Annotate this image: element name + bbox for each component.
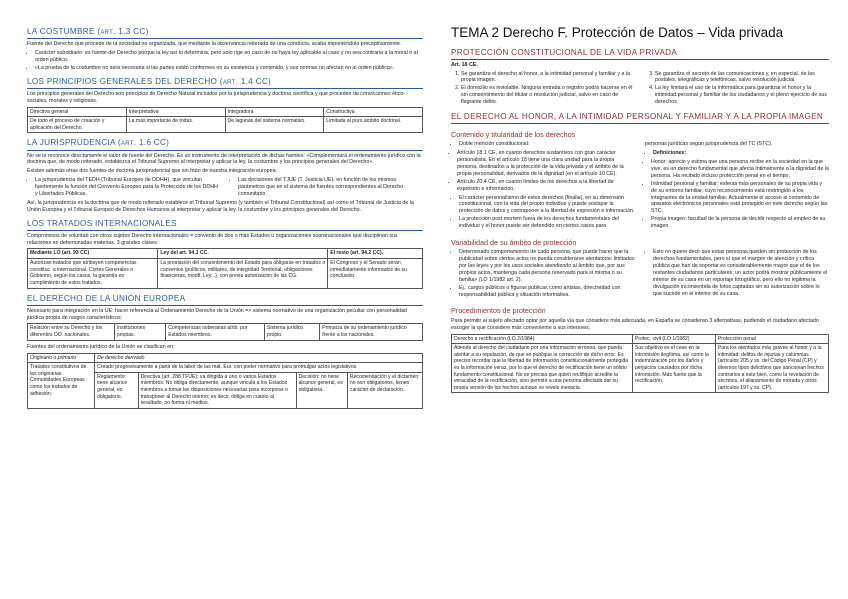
list-item: • La protección post mortem fuera de los derechos fundamentales del individuo y el honor puede ser defendido en ciertos casos para <box>459 216 635 230</box>
contenido-continuation: personas jurídicas según jurisprudencia del TC (STC). <box>645 141 773 148</box>
procedimientos-intro: Para permitir al sujeto afectado optar por aquella vía que considere más adecuada, en España se consideran 3 alternativas, pudiendo el ciudadano afectado escoger la que considere más conveniente a sus intereses. <box>451 317 819 331</box>
art-18-items <box>451 71 829 107</box>
variabilidad-col-left <box>451 249 635 300</box>
table-header: De derecho derivado <box>95 353 423 363</box>
contenido-col-right <box>645 141 829 232</box>
costumbre-heading: LA COSTUMBRE (art. 1.3 CC) <box>27 27 423 39</box>
table-cell: Primacía de su ordenamiento jurídico frente a los nacionales. <box>320 324 423 340</box>
procedimientos-subheading: Procedimientos de protección <box>451 306 546 316</box>
table-cell: Creado progresivamente a partir de la labor de las mat. Eur. con poder normativo para promulgar actos legislativos. <box>95 363 423 373</box>
table-header: Integradora <box>225 107 324 117</box>
jurisprudencia-intro2: Existen además otras dos fuentes de doctrina jurisprudencial que sin fruto de nuestra integración europea: <box>27 168 277 175</box>
list-item: • La jurisprudencia del TEDH (Tribunal Europeo de DDHH), que vinculan fuertemente la función del Convenio Europeo para la Protección de los DDHH y Libertades Públicas. <box>35 177 220 198</box>
contenido-subheading: Contenido y titularidad de los derechos <box>451 130 576 140</box>
table-cell: Tratados constitutivos de las originarias Comunidades Europeas como los tratados de adhesión. <box>28 363 95 409</box>
art-18-col-2 <box>645 71 829 107</box>
list-item: 4. La ley limitará el uso de la informática para garantizar el honor y la intimidad personal y familiar de los ciudadanos y el pleno ejercicio de sus derechos. <box>655 85 829 106</box>
jurisprudencia-heading: LA JURISPRUDENCIA (art. 1.6 CC) <box>27 138 423 150</box>
list-item: • Ej.: cargos públicos o figuras públicas como artistas, directividad con responsabilidad pública y situación informativa. <box>459 285 635 299</box>
table-header: Interpretativa <box>126 107 225 117</box>
costumbre-intro: Fuente del Derecho que procede de la sociedad no organizada, que mediante la observancia reiterada de una conducta, acaba imponiéndola preceptivamente. <box>27 41 402 48</box>
contenido-columns <box>451 141 829 232</box>
ue-fuentes-intro: Fuentes del ordenamiento jurídico de la Unión se clasifican en: <box>27 343 175 350</box>
list-item: • Artículo 20.4 CE, en cuanto límites de los derechos a la libertad de expresión e información. <box>457 179 635 193</box>
table-header: Directiva general <box>28 107 127 117</box>
ue-fuentes-table <box>27 353 423 409</box>
variabilidad-columns <box>451 249 829 300</box>
art-18-col-1 <box>451 71 635 107</box>
table-header: Protección penal <box>715 334 828 344</box>
jurisprudencia-intro: No se le reconoce directamente el valor de fuente del Derecho. Es un instrumento de interpretación de dichas fuentes: «Complementará el ordenamiento jurídico con la doctrina que, de modo reiterado, establezca el Tribunal Supremo al interpretar y aplicar la ley, la costumbre y los principios generales del Derecho». <box>27 152 421 166</box>
procedimientos-table <box>451 334 829 394</box>
list-item: • «La prueba de la costumbre no será necesaria si las partes están conformes en su existencia y contenido, y sus normas no afectan en al orden público». <box>35 65 423 72</box>
table-header: Ley del art. 94.1 CC. <box>158 249 328 259</box>
principios-intro: Los principios generales del Derecho son principios de Derecho Natural incluidos por la jurisprudencia y doctrina científica y que proceden de convicciones ético-sociales, morales y religiosas. <box>27 90 406 104</box>
ue-heading: EL DERECHO DE LA UNIÓN EUROPEA <box>27 294 423 306</box>
list-item: • Determinado comportamiento de cada persona, que puede hacer que la publicidad sobre ciertos actos no pueda considerarse atentatoria: limitados por las leyes y por los usos sociales atendiendo al ámbito que, por sus propios actos, mantenga cada persona reservado para sí misma o su familia» (LO 1/1982 art. 2). <box>459 249 635 283</box>
jurisprudencia-bullets <box>27 177 423 200</box>
constitucional-heading: PROTECCIÓN CONSTITUCIONAL DE LA VIDA PRIVADA <box>451 48 829 60</box>
list-item: • Doble mención constitucional: <box>459 141 635 148</box>
bullet-tedh <box>27 177 220 200</box>
list-item: • Carácter subsidiario: es fuente del Derecho porque la ley así lo determina, pero solo rige en caso de no haya ley aplicable al caso y no sea contraria a la moral o al orden público. <box>35 50 423 64</box>
table-cell: Para los atentados más graves al honor y a la intimidad: delitos de injurias y calumnias (artículos 205 y ss. del Código Penal (CP) y diversos tipos delictivos que sancionan hechos contrarios a este bien, como la revelación de secretos, el allanamiento de morada y otros (artículos 197 y ss. CP). <box>715 344 828 393</box>
list-item: 2. El domicilio es inviolable. Ninguna entrada o registro podrá hacerse en él sin consentimiento del titular o resolución judicial, salvo en caso de flagrante delito. <box>461 85 635 106</box>
table-row <box>28 324 423 340</box>
list-item: • El carácter personalísimo de estos derechos (finalia), en su dimensión constitucional, con la vida del propio individuo y puede soslayar la protección de datos y contraponer a la libertad de expresión e información. <box>459 195 635 216</box>
list-item: 3. Se garantiza el secreto de las comunicaciones y, en especial, de las postales, telegráficas y telefónicas, salvo resolución judicial. <box>655 71 829 85</box>
tratados-intro: Compromisos de voluntad con otros sujetos Derecho internacionales = convenio de dos o más Estados u organizaciones supranacionales que disciplinan sus relaciones en determinadas materias. 3 grandes clases: <box>27 232 398 246</box>
table-header: Protec. civil (LO 1/1982) <box>632 334 715 344</box>
table-cell: Competencias soberanas atrib. por Estados miembros. <box>166 324 265 340</box>
table-cell: De lagunas del sistema normativo. <box>225 117 324 133</box>
list-item: • Propia imagen: facultad de la persona de decidir respecto al empleo de su imagen. <box>651 216 829 230</box>
table-row <box>28 259 423 288</box>
list-item: • Honor: aprecio y estima que una persona recibe en la sociedad en la que vive, es un derecho fundamental que afecta íntimamente a la dignidad de la persona. Ha recibido incluso protección penal en el tiempo. <box>651 159 829 180</box>
table-cell: Instituciones propias. <box>114 324 165 340</box>
table-header: Mediante LO (art. 93 CC) <box>28 249 158 259</box>
table-cell: Sus objetivo es el cese en la intromisión ilegítima, así como la indemnización por los daños y perjuicios causados por dicha intromisión. Más fuerte que la rectificación. <box>632 344 715 393</box>
ue-intro: Necesario para integración en la UE: hacer referencia al Ordenamiento Derecho de la Unión => sistema normativo de una organización peculiar con personalidad jurídica propia de rasgos característicos: <box>27 307 407 321</box>
list-item: • Esto no quiere decir que estas personas queden sin protección de los derechos fundamentales, pero sí que el margen de atención y crítica pública que han de soportar es considerablemente mayor que el de los restantes ciudadanos particulares: un actor podrá mostrar públicamente el interior de su casa en un reportaje fotográfico, pero ello no legitima la divulgación inconsentida de fotos captadas sin su autorización sobre lo que sucede en el interior de su casa. <box>653 249 829 297</box>
left-column <box>27 22 423 412</box>
table-header: Derecho a rectificación (LO 2/1984) <box>452 334 633 344</box>
table-cell: Recomendación y el dictamen: no son obligatorios, tienen carácter de declaración. <box>347 372 422 408</box>
table-header: El resto (art. 94.2 CC). <box>328 249 423 259</box>
table-row <box>28 117 423 133</box>
table-cell: El Congreso y el Senado serán inmediatamente informados de su conclusión. <box>328 259 423 288</box>
tratados-table <box>27 248 423 288</box>
table-cell: Reglamento: tiene alcance general, es obligatorio. <box>95 372 138 408</box>
table-header: Constructiva <box>324 107 423 117</box>
list-item: • Las decisiones del TJUE (T. Justicia UE), en función de los mismos parámetros que en el sistema de fuentes correspondientes al Derecho comunitario. <box>238 177 423 198</box>
principios-heading: LOS PRINCIPIOS GENERALES DEL DERECHO (art. 1.4 CC) <box>27 77 423 89</box>
right-column <box>451 22 829 396</box>
list-item: • Definiciones: <box>653 150 829 157</box>
costumbre-list <box>27 50 423 72</box>
bullet-tjue <box>230 177 423 200</box>
table-row <box>452 344 829 393</box>
table-cell: Atiende al derecho del ciudadano por una información errónea, que pueda atentar a su reputación, de que se publique la corrección de dicho error. Es preciso recordar que la libertad de información constitucionalmente protegida es la información veraz, por lo que el derecho de rectificación tiene un sólido fundamento constitucional. No se precisa que quien rectifique acredite la veracidad de la rectificación, sino permitir a una persona afectada dar su propia versión de los hechos aunque se revele inexacta. <box>452 344 633 393</box>
table-cell: Sistema jurídico propio. <box>264 324 319 340</box>
list-item: • Artículo 18.1 CE, en cuanto derechos sustantivos con gran carácter personalista. En el artículo 18 tiene una clara unidad para la propia persona, destinados a la protección de la vida privada y el ámbito de la propia personalidad, derivados de la dignidad (en el artículo 10 CE). <box>457 150 635 178</box>
table-cell: La más importante de todas. <box>126 117 225 133</box>
contenido-col-left <box>451 141 635 232</box>
variabilidad-col-right <box>645 249 829 300</box>
table-cell: Limitada al puro ámbito doctrinal. <box>324 117 423 133</box>
honor-heading: EL DERECHO AL HONOR, A LA INTIMIDAD PERSONAL Y FAMILIAR Y A LA PROPIA IMAGEN <box>451 112 829 124</box>
page-title: TEMA 2 Derecho F. Protección de Datos – Vida privada <box>451 25 784 40</box>
list-item: 1. Se garantiza el derecho al honor, a la intimidad personal y familiar y a la propia imagen. <box>461 71 635 85</box>
table-cell: La prestación del consentimiento del Estado para obligarse en tratados o convenios (políticos, militares, de integridad Territorial, obligaciones financieras, modif. Ley...), con previa autorización de las CG. <box>158 259 328 288</box>
table-cell: Directiva (art. 288 TFUE): va dirigida a uno o varios Estados miembros. No obliga directamente, aunque vincula a los Estados miembros a tomar las disposiciones necesarias para incorporar o transponer al Derecho interno; es decir, obliga en cuanto al resultado, no forma ni medios. <box>138 372 296 408</box>
art-18-label: Art. 18 CE. <box>451 61 478 68</box>
table-cell: De todo el proceso de creación y aplicación del Derecho. <box>28 117 127 133</box>
tratados-heading: LOS TRATADOS INTERNACIONALES <box>27 219 423 231</box>
table-cell: Autorizan tratados que atribuyen competencias constituc. a internacional. Cortes Generales o Gobierno, según los casos, la garantía en cumplimiento de estos tratados. <box>28 259 158 288</box>
ue-features-table <box>27 323 423 340</box>
table-cell: Decisión: no tiene alcance general, es obligatoria. <box>296 372 347 408</box>
table-header: Originario o primario <box>28 353 95 363</box>
principios-table <box>27 107 423 134</box>
table-cell: Relación entre su Derecho y los diferentes OO. nacionales. <box>28 324 115 340</box>
variabilidad-subheading: Variabilidad de su ámbito de protección <box>451 237 577 247</box>
jurisprudencia-outro: Así, la jurisprudencia es la doctrina que de modo reiterado establece el Tribunal Supremo (y también el Tribunal Constitucional) así como el Tribunal de Justicia de la Unión Europea y el Tribunal Europeo de Derechos Humanos al interpretar y aplicar la ley, la costumbre y los principios generales del Derecho. <box>27 199 414 213</box>
list-item: • Intimidad personal y familiar: esferas más personales de su propia vida y de su entorno familiar, cuyo reconocimiento está restringido a los integrantes de la unidad familiar. Actualmente el acceso al contenido de aparatos electrónicos personales está protegido en este derecho según las STC. <box>651 181 829 215</box>
